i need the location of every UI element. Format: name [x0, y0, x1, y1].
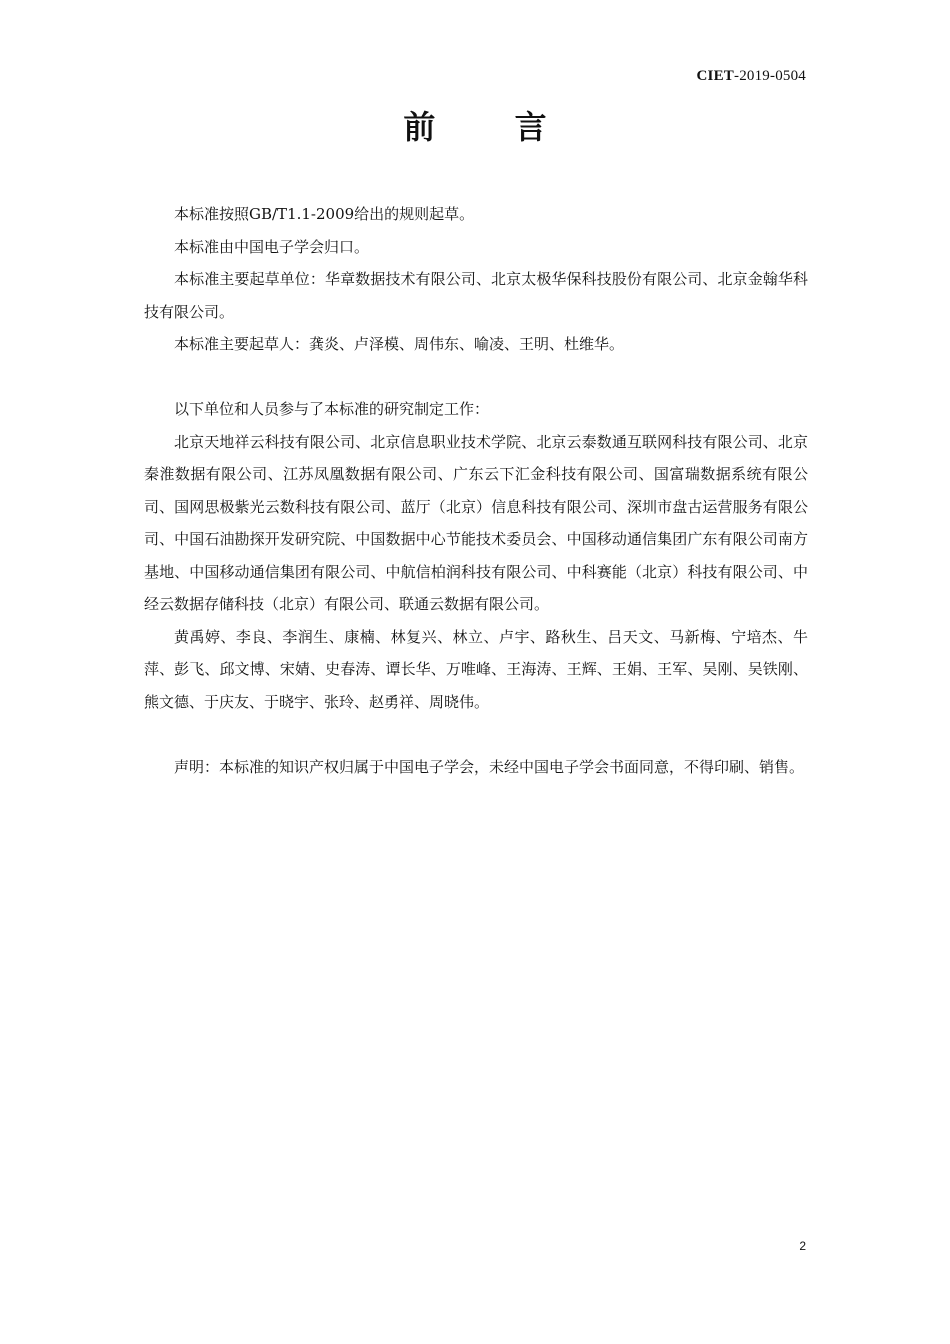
paragraph-drafting-rules: 本标准按照GB/T1.1-2009给出的规则起草。 — [174, 205, 475, 223]
document-body — [144, 198, 808, 783]
paragraph-participant-units: 北京天地祥云科技有限公司、北京信息职业技术学院、北京云泰数通互联网科技有限公司、北京秦淮数据有限公司、江苏凤凰数据有限公司、广东云下汇金科技有限公司、国富瑞数据系统有限公司、国网思极紫光云数科技有限公司、蓝厅（北京）信息科技有限公司、深圳市盘古运营服务有限公司、中国石油勘探开发研究院、中国数据中心节能技术委员会、中国移动通信集团广东有限公司南方基地、中国移动通信集团有限公司、中航信柏润科技有限公司、中科赛能（北京）科技有限公司、中经云数据存储科技（北京）有限公司、联通云数据有限公司。 — [144, 432, 808, 613]
paragraph-spacer — [144, 718, 808, 751]
page-title: 前 言 — [403, 108, 581, 146]
paragraph-statement: 声明：本标准的知识产权归属于中国电子学会，未经中国电子学会书面同意，不得印刷、销售。 — [174, 757, 805, 776]
document-code-prefix: CIET — [696, 68, 734, 84]
paragraph-drafters: 本标准主要起草人：龚炎、卢泽模、周伟东、喻凌、王明、杜维华。 — [174, 335, 625, 353]
paragraph-participant-people: 黄禹婷、李良、李润生、康楠、林复兴、林立、卢宇、路秋生、吕天文、马新梅、宁培杰、牛萍、彭飞、邱文博、宋婧、史春涛、谭长华、万唯峰、王海涛、王辉、王娟、王军、吴刚、吴铁刚、熊文德、于庆友、于晓宇、张玲、赵勇祥、周晓伟。 — [144, 627, 808, 711]
paragraph-drafting-units: 本标准主要起草单位：华章数据技术有限公司、北京太极华保科技股份有限公司、北京金翰华科技有限公司。 — [144, 270, 808, 321]
document-code — [697, 68, 806, 85]
paragraph-participants-intro: 以下单位和人员参与了本标准的研究制定工作： — [174, 400, 490, 418]
document-code-suffix: -2019-0504 — [734, 68, 806, 84]
paragraph-administration: 本标准由中国电子学会归口。 — [174, 237, 370, 256]
paragraph-spacer — [144, 361, 808, 394]
page-number: 2 — [799, 1239, 806, 1253]
